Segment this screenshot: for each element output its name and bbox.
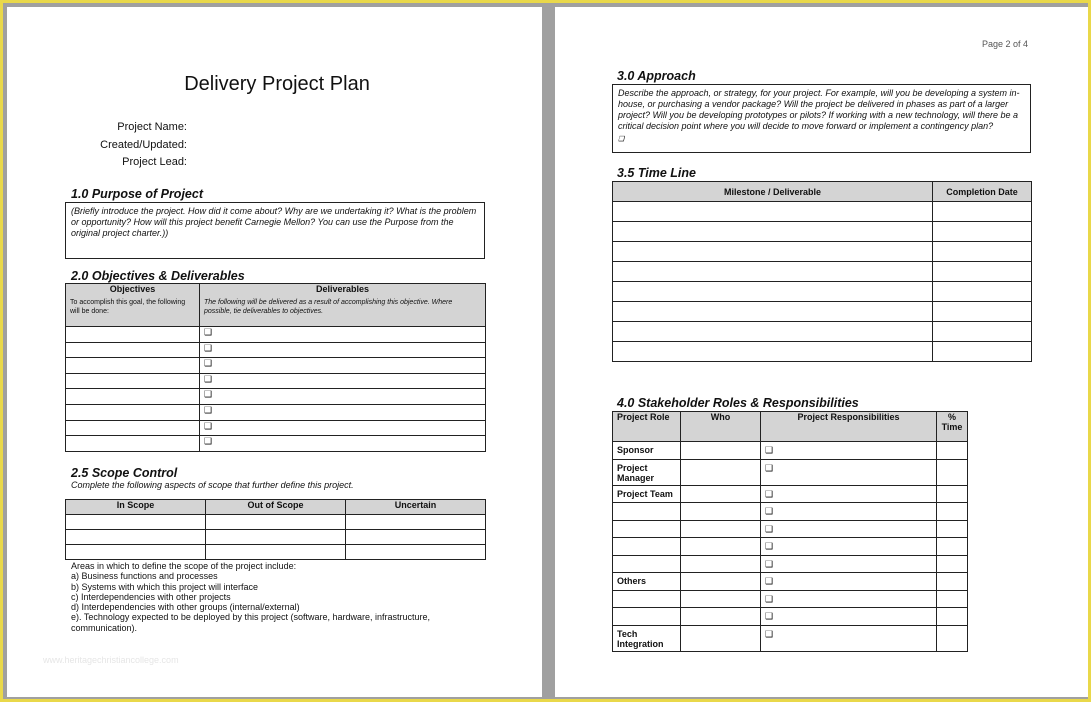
scope-header-out: Out of Scope: [206, 500, 346, 515]
role-cell: [613, 608, 681, 626]
scope-cell[interactable]: [206, 515, 346, 530]
deliverables-col-title: Deliverables: [315, 284, 370, 294]
objectives-row: [66, 373, 486, 389]
deliverable-cell[interactable]: [200, 389, 486, 405]
checkbox-icon: ❑: [765, 523, 774, 534]
checkbox-icon: ❑: [765, 576, 774, 586]
approach-text: Describe the approach, or strategy, for your project. For example, will you be developing a system in-house, or purchasing a vendor package? Will the project be delivered in phases as part of a larger project? Will you be developing prototypes or pilots? If working with a new technology, will there be a critical decision point where you will decide to move forward or implement a contingency plan?: [618, 88, 1020, 131]
time-cell[interactable]: [937, 485, 968, 503]
timeline-row: [613, 222, 1032, 242]
stakeholder-row: [613, 590, 968, 608]
scope-cell[interactable]: [346, 530, 486, 545]
responsibility-cell[interactable]: [761, 555, 937, 573]
objective-cell[interactable]: [66, 358, 200, 374]
created-updated-label: Created/Updated:: [100, 139, 187, 151]
checkbox-icon: ❑: [204, 420, 213, 431]
objectives-table: [65, 283, 486, 452]
completion-date-cell[interactable]: [933, 342, 1032, 362]
scope-row: [66, 515, 486, 530]
stakeholder-row: [613, 485, 968, 503]
deliverable-cell[interactable]: [200, 404, 486, 420]
who-cell[interactable]: [681, 503, 761, 521]
who-cell[interactable]: [681, 573, 761, 591]
scope-heading: 2.5 Scope Control: [71, 466, 178, 480]
responsibility-cell[interactable]: [761, 520, 937, 538]
time-cell[interactable]: [937, 503, 968, 521]
scope-cell[interactable]: [206, 545, 346, 560]
stakeholders-heading: 4.0 Stakeholder Roles & Responsibilities: [617, 396, 859, 410]
role-cell: [613, 520, 681, 538]
completion-date-header: Completion Date: [933, 182, 1032, 202]
objectives-row: [66, 389, 486, 405]
stakeholder-row: [613, 538, 968, 556]
scope-cell[interactable]: [206, 530, 346, 545]
role-cell: Others: [613, 573, 681, 591]
who-cell[interactable]: [681, 485, 761, 503]
timeline-row: [613, 242, 1032, 262]
responsibility-cell[interactable]: [761, 459, 937, 485]
role-cell: [613, 503, 681, 521]
objectives-header: [66, 284, 200, 327]
responsibility-cell[interactable]: [761, 442, 937, 460]
stakeholder-row: [613, 625, 968, 651]
checkbox-icon: ❑: [765, 541, 774, 551]
scope-cell[interactable]: [346, 545, 486, 560]
who-cell[interactable]: [681, 555, 761, 573]
objectives-heading: 2.0 Objectives & Deliverables: [71, 269, 245, 283]
responsibility-cell[interactable]: [761, 590, 937, 608]
milestone-cell[interactable]: [613, 242, 933, 262]
stakeholder-row: [613, 459, 968, 485]
objectives-row: [66, 420, 486, 436]
completion-date-cell[interactable]: [933, 262, 1032, 282]
objectives-row: [66, 436, 486, 452]
checkbox-icon: ❑: [765, 488, 774, 499]
page-number: Page 2 of 4: [982, 39, 1029, 49]
deliverable-cell[interactable]: [200, 420, 486, 436]
stakeholder-row: [613, 608, 968, 626]
milestone-header: Milestone / Deliverable: [613, 182, 933, 202]
deliverable-cell[interactable]: [200, 436, 486, 452]
time-cell[interactable]: [937, 538, 968, 556]
objective-cell[interactable]: [66, 420, 200, 436]
who-cell[interactable]: [681, 459, 761, 485]
deliverables-col-sub: The following will be delivered as a result of accomplishing this objective. Where possible, tie deliverables to objectives.: [204, 299, 453, 315]
objectives-row: [66, 342, 486, 358]
milestone-cell[interactable]: [613, 302, 933, 322]
responsibility-cell[interactable]: [761, 625, 937, 651]
checkbox-icon: ❑: [204, 358, 213, 369]
stakeholder-row: [613, 442, 968, 460]
timeline-heading: 3.5 Time Line: [617, 166, 696, 180]
objective-cell[interactable]: [66, 404, 200, 420]
purpose-box[interactable]: [65, 202, 485, 259]
objective-cell[interactable]: [66, 389, 200, 405]
checkbox-icon: ❑: [765, 445, 774, 455]
purpose-heading: 1.0 Purpose of Project: [71, 187, 203, 201]
objectives-row: [66, 327, 486, 343]
document-frame: [3, 3, 1088, 699]
approach-heading: 3.0 Approach: [617, 69, 696, 83]
role-header: Project Role: [613, 412, 681, 442]
responsibility-cell[interactable]: [761, 573, 937, 591]
approach-box[interactable]: [612, 84, 1031, 153]
time-cell[interactable]: [937, 442, 968, 460]
role-cell: Project Manager: [613, 459, 681, 485]
scope-area-item: a) Business functions and processes: [71, 571, 218, 582]
scope-area-item: d) Interdependencies with other groups (internal/external): [71, 602, 300, 613]
objectives-row: [66, 404, 486, 420]
scope-cell[interactable]: [66, 515, 206, 530]
responsibility-cell[interactable]: [761, 538, 937, 556]
timeline-row: [613, 302, 1032, 322]
purpose-text: (Briefly introduce the project. How did it come about? Why are we undertaking it? What is the problem or opportunity? How will this project benefit Carnegie Mellon? You can use the Purpose from the original project charter.)): [71, 206, 477, 238]
objectives-row: [66, 358, 486, 374]
checkbox-icon: ❑: [765, 628, 774, 639]
stakeholder-row: [613, 520, 968, 538]
objective-cell[interactable]: [66, 373, 200, 389]
checkbox-icon: ❑: [765, 558, 774, 569]
responsibility-cell[interactable]: [761, 485, 937, 503]
objective-cell[interactable]: [66, 327, 200, 343]
timeline-row: [613, 342, 1032, 362]
page-left: [7, 7, 542, 697]
completion-date-cell[interactable]: [933, 242, 1032, 262]
who-cell[interactable]: [681, 625, 761, 651]
deliverables-header: [200, 284, 486, 327]
time-cell[interactable]: [937, 608, 968, 626]
checkbox-icon: ❑: [204, 327, 213, 337]
page-title: Delivery Project Plan: [184, 73, 370, 95]
completion-date-cell[interactable]: [933, 282, 1032, 302]
time-cell[interactable]: [937, 520, 968, 538]
timeline-row: [613, 262, 1032, 282]
time-cell[interactable]: [937, 573, 968, 591]
objective-cell[interactable]: [66, 342, 200, 358]
role-cell: Project Team: [613, 485, 681, 503]
role-cell: Tech Integration: [613, 625, 681, 651]
deliverable-cell[interactable]: [200, 358, 486, 374]
time-cell[interactable]: [937, 625, 968, 651]
checkbox-icon: ❑: [204, 436, 213, 447]
timeline-table: [612, 181, 1032, 362]
scope-area-item: b) Systems with which this project will interface: [71, 581, 259, 592]
stakeholders-table: [612, 411, 968, 652]
checkbox-icon: ❑: [204, 404, 213, 415]
completion-date-cell[interactable]: [933, 202, 1032, 222]
checkbox-icon: ❑: [765, 593, 774, 604]
time-cell[interactable]: [937, 555, 968, 573]
completion-date-cell[interactable]: [933, 302, 1032, 322]
who-cell[interactable]: [681, 520, 761, 538]
scope-cell[interactable]: [346, 515, 486, 530]
timeline-row: [613, 282, 1032, 302]
scope-table: [65, 499, 486, 560]
watermark-text: www.heritagechristiancollege.com: [43, 655, 179, 665]
who-header: Who: [681, 412, 761, 442]
project-lead-label: Project Lead:: [122, 156, 187, 168]
scope-areas: [71, 561, 451, 633]
milestone-cell[interactable]: [613, 322, 933, 342]
timeline-row: [613, 202, 1032, 222]
role-cell: Sponsor: [613, 442, 681, 460]
responsibilities-header: Project Responsibilities: [761, 412, 937, 442]
objectives-col-title: Objectives: [109, 284, 156, 294]
deliverable-cell[interactable]: [200, 342, 486, 358]
objective-cell[interactable]: [66, 436, 200, 452]
who-cell[interactable]: [681, 442, 761, 460]
objectives-col-sub: To accomplish this goal, the following will be done:: [70, 299, 186, 315]
project-name-label: Project Name:: [117, 121, 187, 133]
scope-header-uncertain: Uncertain: [346, 500, 486, 515]
role-cell: [613, 538, 681, 556]
scope-row: [66, 545, 486, 560]
stakeholder-row: [613, 555, 968, 573]
milestone-cell[interactable]: [613, 202, 933, 222]
milestone-cell[interactable]: [613, 262, 933, 282]
deliverable-cell[interactable]: [200, 327, 486, 343]
milestone-cell[interactable]: [613, 282, 933, 302]
deliverable-cell[interactable]: [200, 373, 486, 389]
time-header: % Time: [937, 412, 968, 442]
checkbox-icon: ❑: [765, 611, 774, 621]
page-right: [555, 7, 1088, 697]
who-cell[interactable]: [681, 538, 761, 556]
scope-area-item: e). Technology expected to be deployed by this project (software, hardware, infrastructure, communication).: [71, 612, 431, 633]
who-cell[interactable]: [681, 590, 761, 608]
completion-date-cell[interactable]: [933, 222, 1032, 242]
milestone-cell[interactable]: [613, 222, 933, 242]
timeline-row: [613, 322, 1032, 342]
milestone-cell[interactable]: [613, 342, 933, 362]
role-cell: [613, 555, 681, 573]
completion-date-cell[interactable]: [933, 322, 1032, 342]
scope-header-in: In Scope: [66, 500, 206, 515]
scope-area-item: c) Interdependencies with other projects: [71, 591, 231, 602]
checkbox-icon: ❑: [765, 506, 774, 516]
who-cell[interactable]: [681, 608, 761, 626]
checkbox-icon: ❑: [204, 373, 213, 384]
time-cell[interactable]: [937, 459, 968, 485]
checkbox-icon: ❑: [204, 342, 213, 353]
checkbox-icon: ❑: [618, 136, 625, 143]
role-cell: [613, 590, 681, 608]
responsibility-cell[interactable]: [761, 608, 937, 626]
scope-cell[interactable]: [66, 545, 206, 560]
checkbox-icon: ❑: [765, 462, 774, 473]
stakeholder-row: [613, 573, 968, 591]
responsibility-cell[interactable]: [761, 503, 937, 521]
scope-cell[interactable]: [66, 530, 206, 545]
scope-intro: Complete the following aspects of scope that further define this project.: [71, 480, 354, 490]
stakeholder-row: [613, 503, 968, 521]
checkbox-icon: ❑: [204, 389, 213, 400]
time-cell[interactable]: [937, 590, 968, 608]
scope-areas-title: Areas in which to define the scope of the project include:: [71, 561, 297, 571]
scope-row: [66, 530, 486, 545]
